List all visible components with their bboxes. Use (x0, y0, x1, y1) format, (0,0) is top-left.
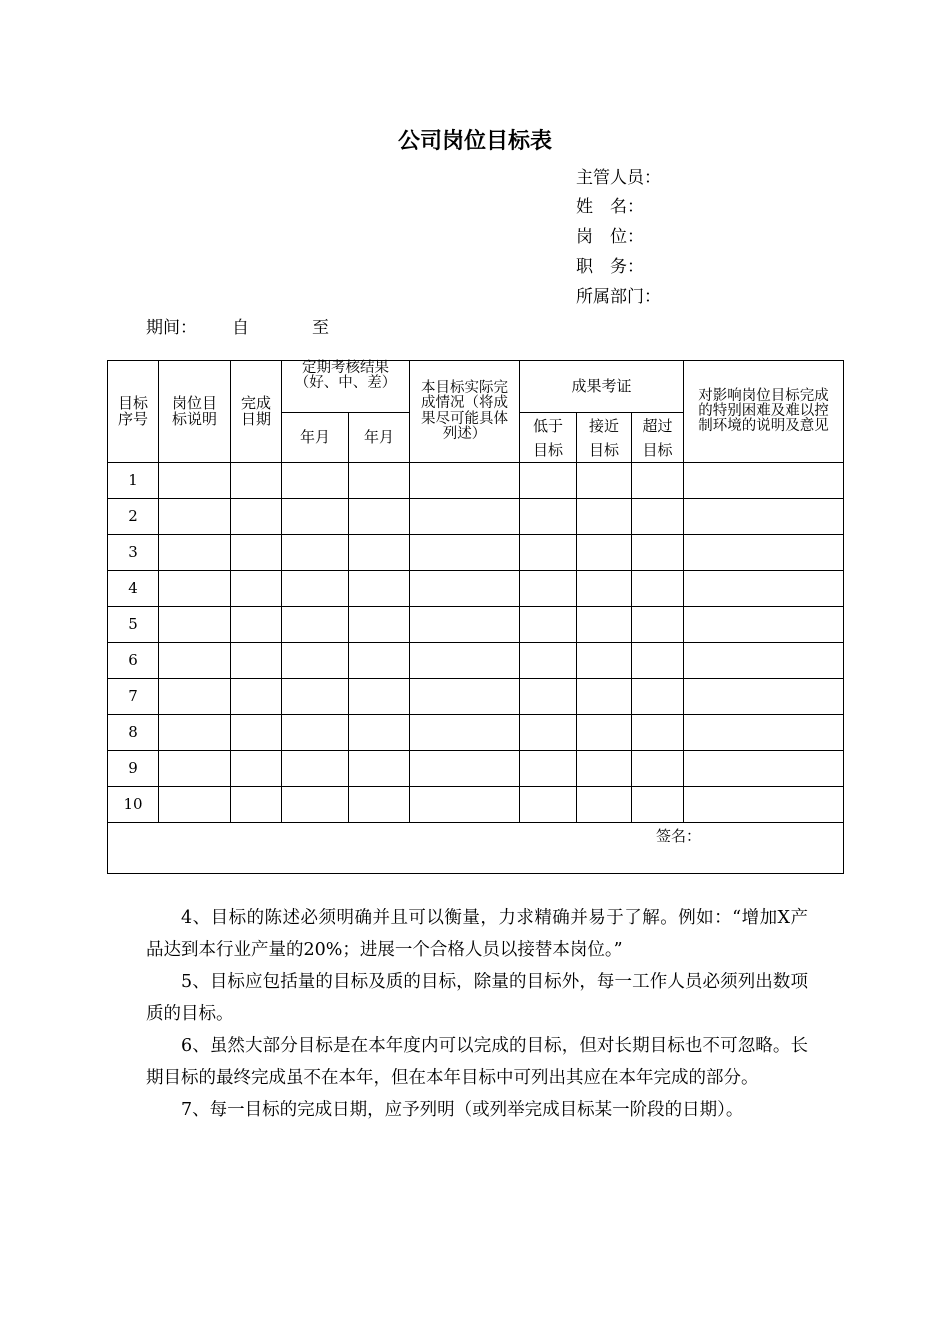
near-target-cell[interactable] (577, 535, 632, 571)
above-target-cell[interactable] (632, 679, 684, 715)
notes-cell[interactable] (684, 499, 844, 535)
goal-desc-cell[interactable] (159, 679, 231, 715)
above-target-cell[interactable] (632, 499, 684, 535)
above-target-cell[interactable] (632, 463, 684, 499)
table-row (108, 751, 844, 787)
below-target-cell[interactable] (520, 535, 577, 571)
complete-date-cell[interactable] (231, 463, 282, 499)
goal-desc-cell[interactable] (159, 643, 231, 679)
complete-date-cell[interactable] (231, 499, 282, 535)
review-1-cell[interactable] (282, 715, 349, 751)
duty-label: 职 务： (576, 257, 644, 277)
actual-cell[interactable] (410, 751, 520, 787)
table-row (108, 607, 844, 643)
goal-desc-cell[interactable] (159, 751, 231, 787)
complete-date-cell[interactable] (231, 787, 282, 823)
goal-desc-cell[interactable] (159, 535, 231, 571)
review-1-cell[interactable] (282, 571, 349, 607)
review-2-cell[interactable] (349, 787, 410, 823)
position-label: 岗 位： (576, 227, 644, 247)
complete-date-cell[interactable] (231, 535, 282, 571)
review-1-cell[interactable] (282, 535, 349, 571)
row-number: 3 (108, 535, 159, 571)
near-target-cell[interactable] (577, 679, 632, 715)
actual-cell[interactable] (410, 499, 520, 535)
below-target-cell[interactable] (520, 499, 577, 535)
review-1-cell[interactable] (282, 463, 349, 499)
notes-cell[interactable] (684, 787, 844, 823)
note-6: 6、虽然大部分目标是在本年度内可以完成的目标，但对长期目标也不可忽略。长期目标的最终完成虽不在本年，但在本年目标中可列出其应在本年完成的部分。 (146, 1036, 808, 1088)
near-target-cell[interactable] (577, 463, 632, 499)
below-target-cell[interactable] (520, 679, 577, 715)
review-1-cell[interactable] (282, 751, 349, 787)
period-from: 自 (232, 318, 249, 338)
page-title: 公司岗位目标表 (397, 129, 552, 154)
notes-cell[interactable] (684, 535, 844, 571)
goal-table (107, 360, 844, 874)
period-line (146, 313, 329, 338)
actual-cell[interactable] (410, 463, 520, 499)
near-target-cell[interactable] (577, 751, 632, 787)
below-target-cell[interactable] (520, 787, 577, 823)
header-above-target: 超过目标 (632, 413, 684, 463)
signature-label: 签名： (656, 827, 702, 845)
review-2-cell[interactable] (349, 535, 410, 571)
near-target-cell[interactable] (577, 499, 632, 535)
row-number: 10 (108, 787, 159, 823)
signature-cell (108, 823, 844, 874)
notes-cell[interactable] (684, 643, 844, 679)
review-2-cell[interactable] (349, 607, 410, 643)
notes-cell[interactable] (684, 607, 844, 643)
above-target-cell[interactable] (632, 715, 684, 751)
complete-date-cell[interactable] (231, 607, 282, 643)
review-2-cell[interactable] (349, 571, 410, 607)
row-number: 6 (108, 643, 159, 679)
row-number: 7 (108, 679, 159, 715)
near-target-cell[interactable] (577, 571, 632, 607)
table-row (108, 679, 844, 715)
review-2-cell[interactable] (349, 715, 410, 751)
goal-desc-cell[interactable] (159, 715, 231, 751)
complete-date-cell[interactable] (231, 643, 282, 679)
review-1-cell[interactable] (282, 787, 349, 823)
goal-desc-cell[interactable] (159, 499, 231, 535)
row-number: 8 (108, 715, 159, 751)
review-2-cell[interactable] (349, 751, 410, 787)
notes-cell[interactable] (684, 679, 844, 715)
above-target-cell[interactable] (632, 607, 684, 643)
goal-desc-cell[interactable] (159, 607, 231, 643)
below-target-cell[interactable] (520, 715, 577, 751)
review-1-cell[interactable] (282, 607, 349, 643)
review-2-cell[interactable] (349, 499, 410, 535)
below-target-cell[interactable] (520, 643, 577, 679)
note-7: 7、每一目标的完成日期，应予列明（或列举完成目标某一阶段的日期）。 (181, 1100, 744, 1120)
actual-cell[interactable] (410, 535, 520, 571)
notes-cell[interactable] (684, 463, 844, 499)
header-review: 定期考核结果（好、中、差） (282, 361, 410, 413)
header-below-target: 低于目标 (520, 413, 577, 463)
review-2-cell[interactable] (349, 679, 410, 715)
complete-date-cell[interactable] (231, 679, 282, 715)
complete-date-cell[interactable] (231, 571, 282, 607)
near-target-cell[interactable] (577, 787, 632, 823)
row-number: 1 (108, 463, 159, 499)
above-target-cell[interactable] (632, 751, 684, 787)
above-target-cell[interactable] (632, 643, 684, 679)
review-2-cell[interactable] (349, 643, 410, 679)
actual-cell[interactable] (410, 787, 520, 823)
row-number: 5 (108, 607, 159, 643)
department-label: 所属部门： (576, 287, 661, 307)
notes-cell[interactable] (684, 751, 844, 787)
review-1-cell[interactable] (282, 643, 349, 679)
below-target-cell[interactable] (520, 607, 577, 643)
header-desc: 岗位目标说明 (159, 361, 231, 463)
below-target-cell[interactable] (520, 571, 577, 607)
table-row (108, 643, 844, 679)
above-target-cell[interactable] (632, 535, 684, 571)
header-notes: 对影响岗位目标完成的特别困难及难以控制环境的说明及意见 (684, 361, 844, 463)
table-row (108, 535, 844, 571)
row-number: 2 (108, 499, 159, 535)
row-number: 4 (108, 571, 159, 607)
notes-cell[interactable] (684, 571, 844, 607)
near-target-cell[interactable] (577, 715, 632, 751)
actual-cell[interactable] (410, 679, 520, 715)
actual-cell[interactable] (410, 643, 520, 679)
header-actual: 本目标实际完成情况（将成果尽可能具体列述） (410, 361, 520, 463)
header-year-month-1: 年月 (282, 413, 349, 463)
above-target-cell[interactable] (632, 571, 684, 607)
goal-desc-cell[interactable] (159, 787, 231, 823)
below-target-cell[interactable] (520, 463, 577, 499)
actual-cell[interactable] (410, 571, 520, 607)
review-1-cell[interactable] (282, 679, 349, 715)
actual-cell[interactable] (410, 715, 520, 751)
header-year-month-2: 年月 (349, 413, 410, 463)
table-row (108, 787, 844, 823)
header-evidence: 成果考证 (520, 361, 684, 413)
table-row (108, 571, 844, 607)
review-2-cell[interactable] (349, 463, 410, 499)
header-seq: 目标序号 (108, 361, 159, 463)
table-row (108, 499, 844, 535)
note-5: 5、目标应包括量的目标及质的目标，除量的目标外，每一工作人员必须列出数项质的目标。 (146, 972, 808, 1024)
review-1-cell[interactable] (282, 499, 349, 535)
supervisor-label: 主管人员： (576, 168, 661, 188)
name-label: 姓 名： (576, 197, 644, 217)
above-target-cell[interactable] (632, 787, 684, 823)
actual-cell[interactable] (410, 607, 520, 643)
near-target-cell[interactable] (577, 643, 632, 679)
goal-desc-cell[interactable] (159, 571, 231, 607)
note-4: 4、目标的陈述必须明确并且可以衡量，力求精确并易于了解。例如：“增加X产品达到本行业产量的20%；进展一个合格人员以接替本岗位。” (146, 908, 808, 960)
header-date: 完成日期 (231, 361, 282, 463)
period-to: 至 (312, 318, 329, 338)
period-label: 期间： (146, 318, 197, 338)
notes-section (146, 902, 808, 1126)
complete-date-cell[interactable] (231, 715, 282, 751)
notes-cell[interactable] (684, 715, 844, 751)
complete-date-cell[interactable] (231, 751, 282, 787)
goal-desc-cell[interactable] (159, 463, 231, 499)
row-number: 9 (108, 751, 159, 787)
table-row (108, 715, 844, 751)
header-near-target: 接近目标 (577, 413, 632, 463)
table-row (108, 463, 844, 499)
near-target-cell[interactable] (577, 607, 632, 643)
below-target-cell[interactable] (520, 751, 577, 787)
